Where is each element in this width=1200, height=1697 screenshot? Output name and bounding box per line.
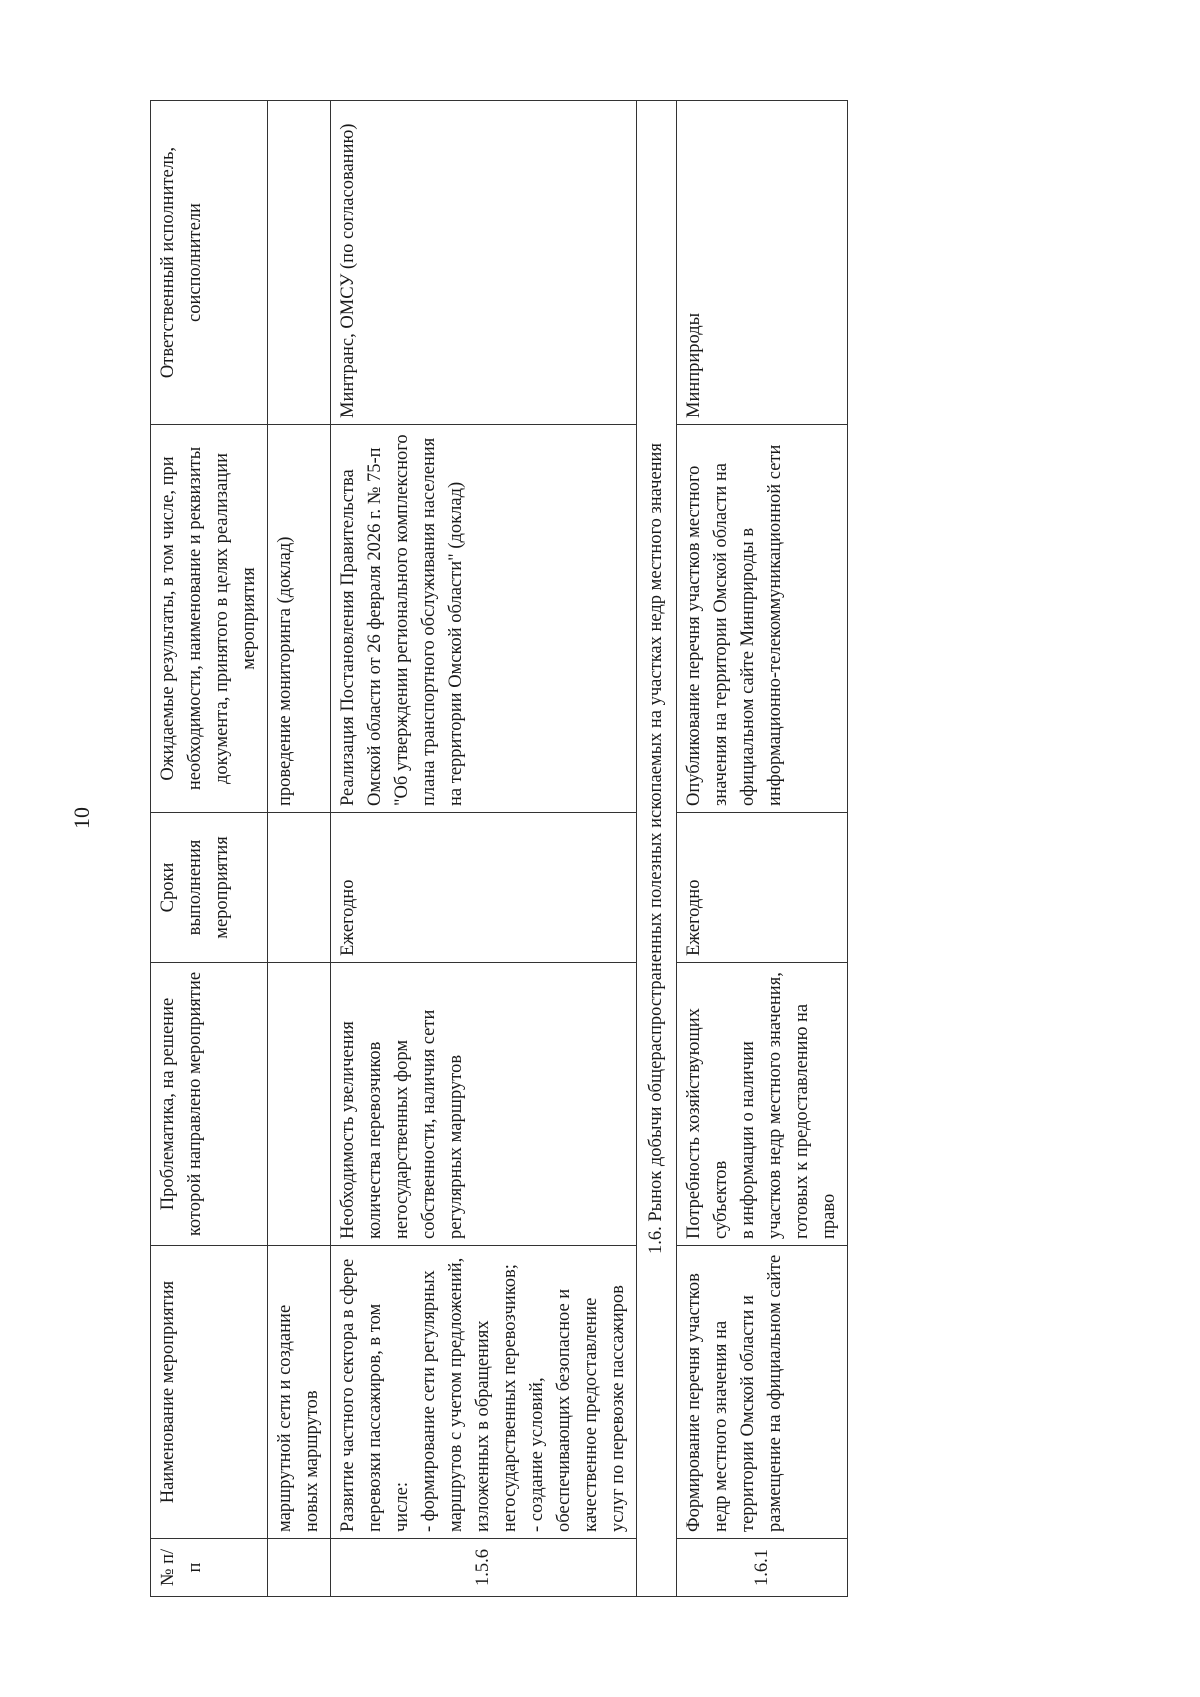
header-problem: Проблематика, на решение которой направлено мероприятие — [151, 963, 268, 1246]
row-num: 1.5.6 — [331, 1539, 637, 1597]
row-result: проведение мониторинга (доклад) — [268, 425, 331, 813]
row-executor: Минприроды — [677, 101, 848, 425]
header-result: Ожидаемые результаты, в том числе, при необходимости, наименование и реквизиты документа, принятого в целях реализации мероприятия — [151, 425, 268, 813]
row-term — [268, 813, 331, 963]
table-row — [331, 101, 637, 1597]
row-problem — [268, 963, 331, 1246]
header-name: Наименование мероприятия — [151, 1246, 268, 1539]
row-term: Ежегодно — [677, 813, 848, 963]
row-name: маршрутной сети и создание новых маршрутов — [268, 1246, 331, 1539]
header-executor: Ответственный исполнитель, соисполнители — [151, 101, 268, 425]
row-num: 1.6.1 — [677, 1539, 848, 1597]
page-number: 10 — [69, 807, 94, 829]
row-result: Опубликование перечня участков местного значения на территории Омской области на официальном сайте Минприроды в информационно-телекоммуникационной сети — [677, 425, 848, 813]
row-term: Ежегодно — [331, 813, 637, 963]
row-name: Развитие частного сектора в сфере перевозки пассажиров, в том числе: - формирование сети регулярных маршрутов с учетом предложений, изложенных в обращениях негосударственных перевозчиков; - создание условий, обеспечивающих безопасное и качественное предоставление услуг по перевозке пассажиров — [331, 1246, 637, 1539]
row-problem: Потребность хозяйствующих субъектов в информации о наличии участков недр местного значения, готовых к предоставлению на право — [677, 963, 848, 1246]
rotated-table-container — [150, 101, 839, 1597]
section-title: 1.6. Рынок добычи общераспространенных полезных ископаемых на участках недр местного значения — [637, 101, 677, 1597]
table-row — [268, 101, 331, 1597]
row-result: Реализация Постановления Правительства Омской области от 26 февраля 2026 г. № 75-п "Об утверждении регионального комплексного плана транспортного обслуживания населения на территории Омской области" (доклад) — [331, 425, 637, 813]
row-name: Формирование перечня участков недр местного значения на территории Омской области и размещение на официальном сайте — [677, 1246, 848, 1539]
table-header-row — [151, 101, 268, 1597]
header-num: № п/п — [151, 1539, 268, 1597]
header-term: Сроки выполнения мероприятия — [151, 813, 268, 963]
row-executor — [268, 101, 331, 425]
measures-table — [150, 100, 848, 1597]
row-problem: Необходимость увеличения количества перевозчиков негосударственных форм собственности, наличия сети регулярных маршрутов — [331, 963, 637, 1246]
row-num — [268, 1539, 331, 1597]
row-executor: Минтранс, ОМСУ (по согласованию) — [331, 101, 637, 425]
section-row — [637, 101, 677, 1597]
table-row — [677, 101, 848, 1597]
